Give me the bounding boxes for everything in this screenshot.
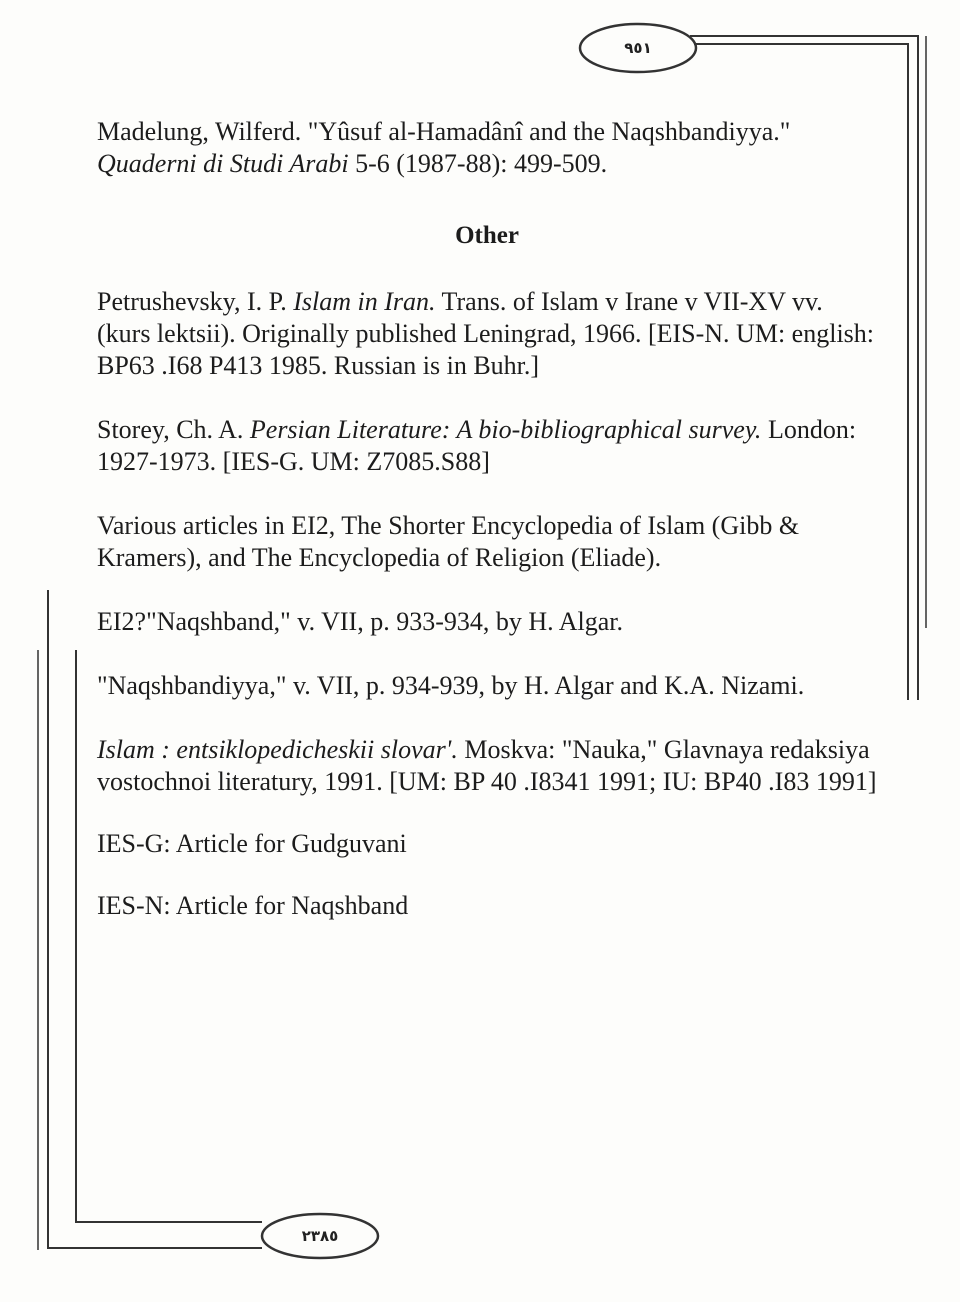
entry-ies-g: IES-G: Article for Gudguvani — [97, 829, 407, 858]
entry-text: London: 1927-1973. [IES-G. UM: Z7085.S88] — [97, 415, 857, 476]
entry-storey — [97, 414, 877, 478]
entry-ies-n: IES-N: Article for Naqshband — [97, 891, 409, 920]
entry-naqshbandiyya: "Naqshbandiyya," v. VII, p. 934-939, by H. Algar and K.A. Nizami. — [97, 671, 805, 700]
page-number-bottom: ٢٣٨٥ — [301, 1227, 339, 1245]
page-number-top: ٩٥١ — [624, 39, 652, 57]
entry-title: Quaderni di Studi Arabi — [97, 149, 349, 178]
entry-various-articles: Various articles in EI2, The Shorter Encyclopedia of Islam (Gibb & Kramers), and The Encyclopedia of Religion (Eliade). — [97, 511, 800, 572]
entry-title: Islam : entsiklopedicheskii slovar'. — [97, 735, 458, 764]
entry-islam-slovar — [97, 734, 877, 798]
bibliography-content — [97, 116, 877, 922]
entry-title: Persian Literature: A bio-bibliographical survey. — [249, 415, 762, 444]
entry-text: Petrushevsky, I. P. — [97, 287, 294, 316]
entry-text: 5-6 (1987-88): 499-509. — [348, 149, 608, 178]
entry-text: Madelung, Wilferd. "Yûsuf al-Hamadânî and the Naqshbandiyya." — [97, 117, 791, 146]
entry-madelung — [97, 116, 877, 180]
entry-ei2-naqshband: EI2?"Naqshband," v. VII, p. 933-934, by H. Algar. — [97, 607, 623, 636]
entry-text: Trans. of Islam v Irane v VII-XV vv. (kurs lektsii). Originally published Leningrad, 1966. [EIS-N. UM: english: BP63 .I68 P413 1985. Russian is in Buhr.] — [97, 287, 875, 380]
entry-title: Islam in Iran. — [293, 287, 436, 316]
entry-text: Storey, Ch. A. — [97, 415, 250, 444]
section-heading-other: Other — [455, 222, 519, 249]
entry-petrushevsky — [97, 286, 877, 382]
entry-text: Moskva: "Nauka," Glavnaya redaksiya vostochnoi literatury, 1991. [UM: BP 40 .I8341 1991; IU: BP40 .I83 1991] — [97, 735, 877, 796]
